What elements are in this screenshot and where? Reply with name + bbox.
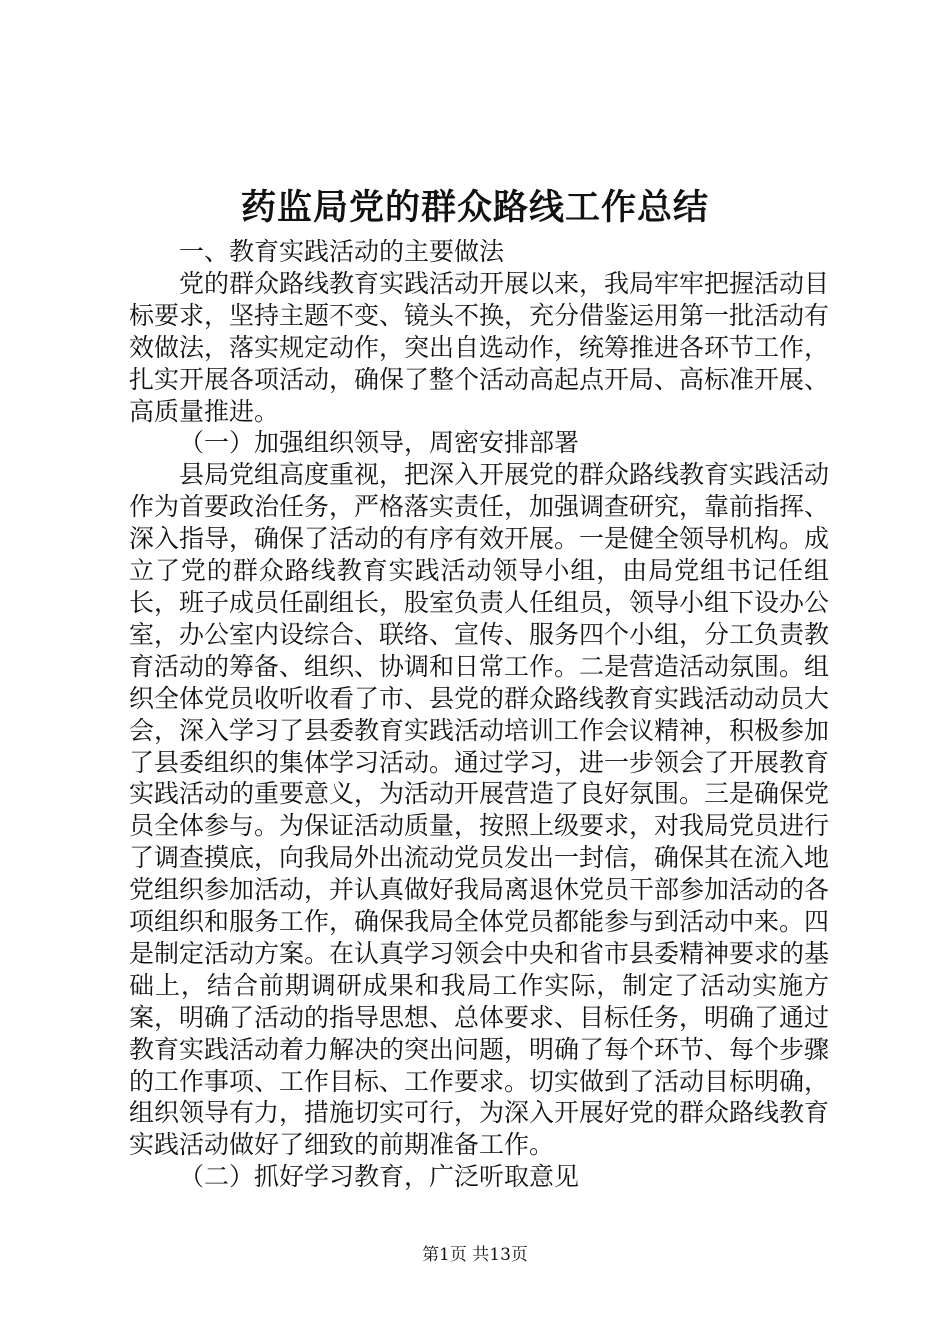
body-paragraph: 党的群众路线教育实践活动开展以来，我局牢牢把握活动目标要求，坚持主题不变、镜头不换，充分借鉴运用第一批活动有效做法，落实规定动作，突出自选动作，统筹推进各环节工作，扎实开展各项活动，确保了整个活动高起点开局、高标准开展、高质量推进。	[129, 268, 830, 426]
subsection-heading: （二）抓好学习教育，广泛听取意见	[179, 1162, 580, 1192]
section-heading: 一、教育实践活动的主要做法	[179, 237, 505, 266]
page-number-footer: 第1页 共13页	[422, 1245, 528, 1265]
body-paragraph: 县局党组高度重视，把深入开展党的群众路线教育实践活动作为首要政治任务，严格落实责任，加强调查研究，靠前指挥、深入指导，确保了活动的有序有效开展。一是健全领导机构。成立了党的群众路线教育实践活动领导小组，由局党组书记任组长，班子成员任副组长，股室负责人任组员，领导小组下设办公室，办公室内设综合、联络、宣传、服务四个小组，分工负责教育活动的筹备、组织、协调和日常工作。二是营造活动氛围。组织全体党员收听收看了市、县党的群众路线教育实践活动动员大会，深入学习了县委教育实践活动培训工作会议精神，积极参加了县委组织的集体学习活动。通过学习，进一步领会了开展教育实践活动的重要意义，为活动开展营造了良好氛围。三是确保党员全体参与。为保证活动质量，按照上级要求，对我局党员进行了调查摸底，向我局外出流动党员发出一封信，确保其在流入地党组织参加活动，并认真做好我局离退休党员干部参加活动的各项组织和服务工作，确保我局全体党员都能参与到活动中来。四是制定活动方案。在认真学习领会中央和省市县委精神要求的基础上，结合前期调研成果和我局工作实际，制定了活动实施方案，明确了活动的指导思想、总体要求、目标任务，明确了通过教育实践活动着力解决的突出问题，明确了每个环节、每个步骤的工作事项、工作目标、工作要求。切实做到了活动目标明确，组织领导有力，措施切实可行，为深入开展好党的群众路线教育实践活动做好了细致的前期准备工作。	[129, 460, 830, 1160]
document-body	[129, 236, 829, 1193]
subsection-heading: （一）加强组织领导，周密安排部署	[179, 428, 580, 458]
document-title: 药监局党的群众路线工作总结	[240, 188, 709, 228]
